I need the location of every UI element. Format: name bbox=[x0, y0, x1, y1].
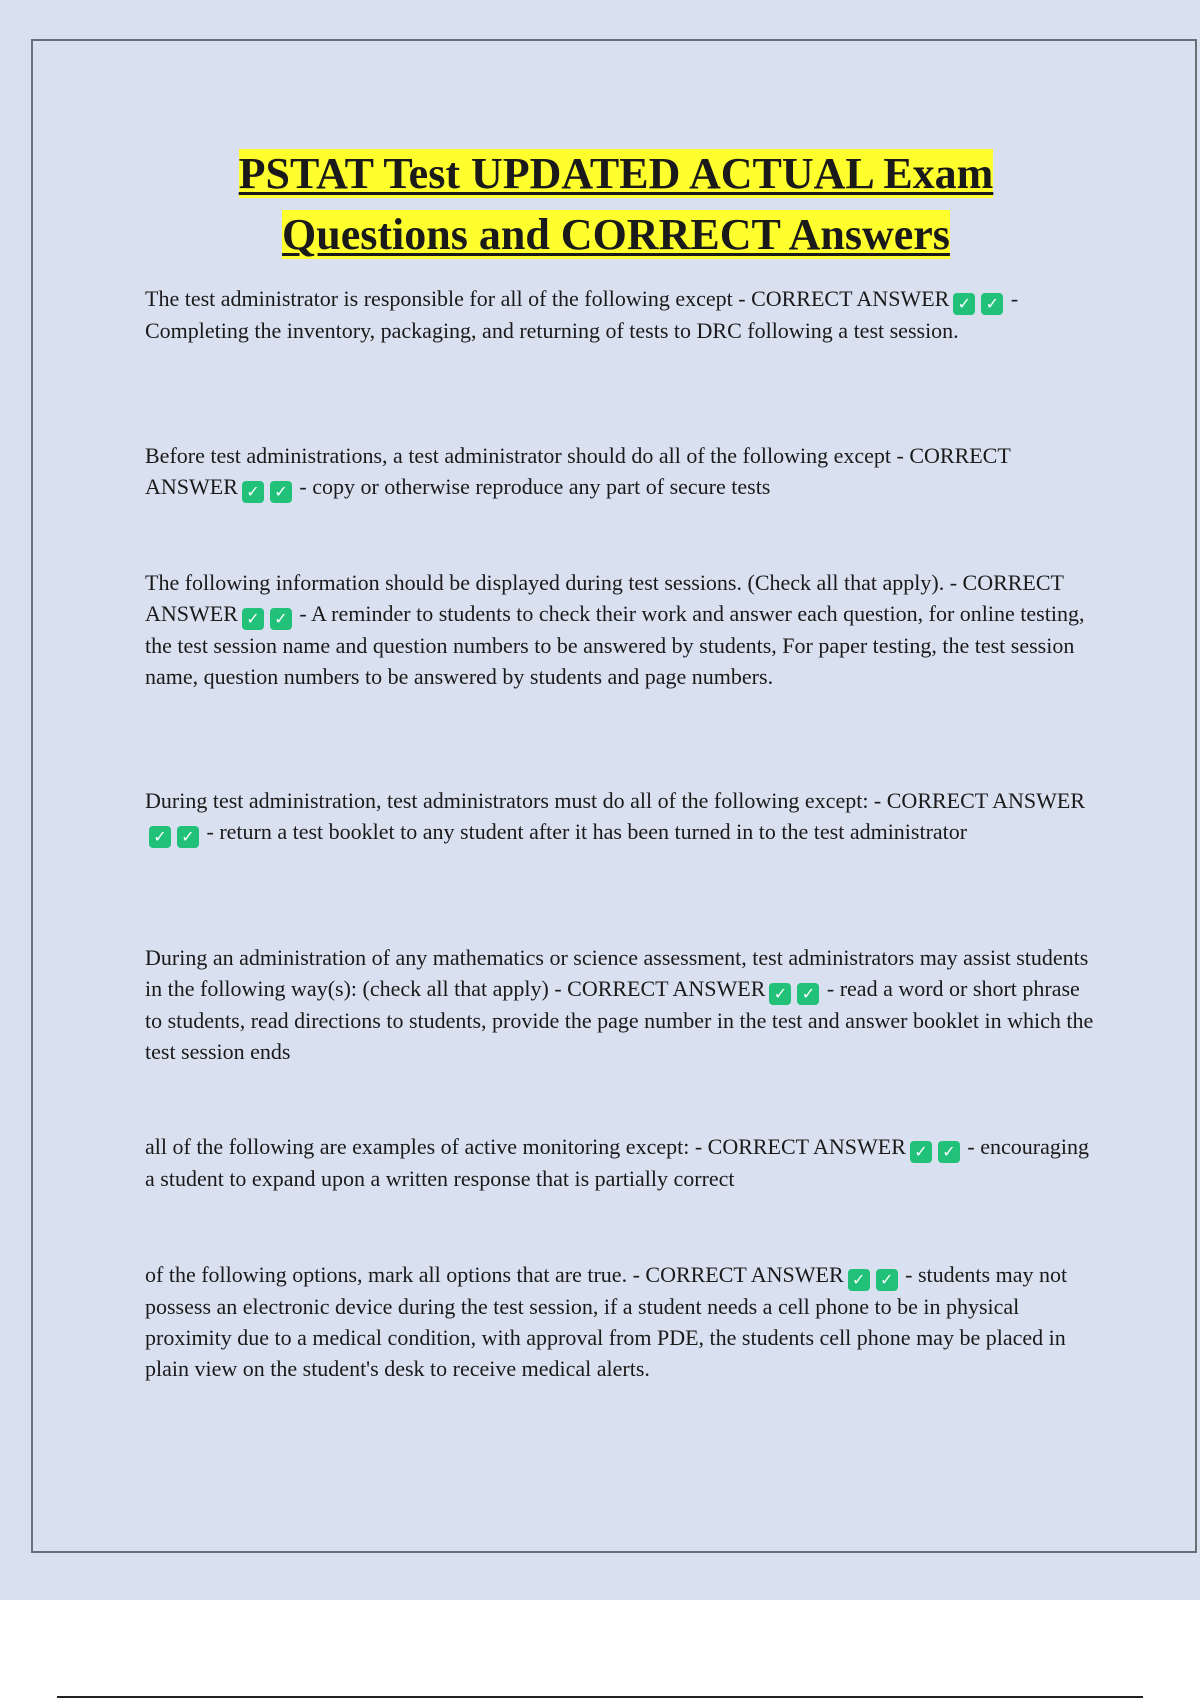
question-text: all of the following are examples of active monitoring except: - CORRECT ANSWER bbox=[145, 1134, 906, 1159]
answer-text: - return a test booklet to any student after it has been turned in to the test administrator bbox=[206, 819, 968, 844]
check-mark-icon: ✓ bbox=[242, 608, 264, 630]
answer-text: - A reminder to students to check their work and answer each question, for online testing, the test session name and question numbers to be answered by students, For paper testing, the test session name, question numbers to be answered by students and page numbers. bbox=[145, 601, 1085, 689]
check-mark-icon: ✓ bbox=[797, 983, 819, 1005]
check-mark-icon: ✓ bbox=[149, 826, 171, 848]
document-title bbox=[40, 143, 1192, 265]
title-line-1: PSTAT Test UPDATED ACTUAL Exam bbox=[238, 149, 994, 198]
check-mark-icon: ✓ bbox=[848, 1269, 870, 1291]
question-text: Before test administrations, a test administrator should do all of the following except - CORRECT ANSWER bbox=[145, 443, 1011, 499]
check-mark-icon: ✓ bbox=[270, 481, 292, 503]
question-text: The test administrator is responsible for all of the following except - CORRECT ANSWER bbox=[145, 286, 950, 311]
check-mark-icon: ✓ bbox=[270, 608, 292, 630]
answer-text: - copy or otherwise reproduce any part of secure tests bbox=[299, 474, 771, 499]
question-text: of the following options, mark all options that are true. - CORRECT ANSWER bbox=[145, 1262, 844, 1287]
check-mark-icon: ✓ bbox=[910, 1141, 932, 1163]
title-line-2: Questions and CORRECT Answers bbox=[282, 210, 950, 259]
check-mark-icon: ✓ bbox=[769, 983, 791, 1005]
question-text: During test administration, test administrators must do all of the following except: - CORRECT ANSWER bbox=[145, 788, 1085, 813]
check-mark-icon: ✓ bbox=[938, 1141, 960, 1163]
answer-text: - Completing the inventory, packaging, and returning of tests to DRC following a test session. bbox=[145, 286, 1019, 343]
question-text: During an administration of any mathematics or science assessment, test administrators may assist students in the following way(s): (check all that apply) - CORRECT ANSWER bbox=[145, 945, 1089, 1001]
qa-item-4 bbox=[145, 785, 1095, 848]
question-text: The following information should be displayed during test sessions. (Check all that apply). - CORRECT ANSWER bbox=[145, 570, 1064, 626]
answer-text: - read a word or short phrase to students, read directions to students, provide the page number in the test and answer booklet in which the test session ends bbox=[145, 976, 1094, 1064]
answer-text: - encouraging a student to expand upon a written response that is partially correct bbox=[145, 1134, 1089, 1191]
check-mark-icon: ✓ bbox=[953, 293, 975, 315]
check-mark-icon: ✓ bbox=[981, 293, 1003, 315]
answer-text: - students may not possess an electronic device during the test session, if a student needs a cell phone to be in physical proximity due to a medical condition, with approval from PDE, the students cell phone may be placed in plain view on the student's desk to receive medical alerts. bbox=[145, 1262, 1068, 1381]
check-mark-icon: ✓ bbox=[242, 481, 264, 503]
qa-item-2 bbox=[145, 440, 1095, 503]
qa-item-3 bbox=[145, 567, 1095, 692]
qa-item-7 bbox=[145, 1259, 1095, 1384]
qa-item-6 bbox=[145, 1131, 1095, 1194]
check-mark-icon: ✓ bbox=[876, 1269, 898, 1291]
qa-item-5 bbox=[145, 942, 1095, 1067]
check-mark-icon: ✓ bbox=[177, 826, 199, 848]
qa-item-1 bbox=[145, 283, 1095, 346]
bottom-divider bbox=[57, 1696, 1143, 1698]
